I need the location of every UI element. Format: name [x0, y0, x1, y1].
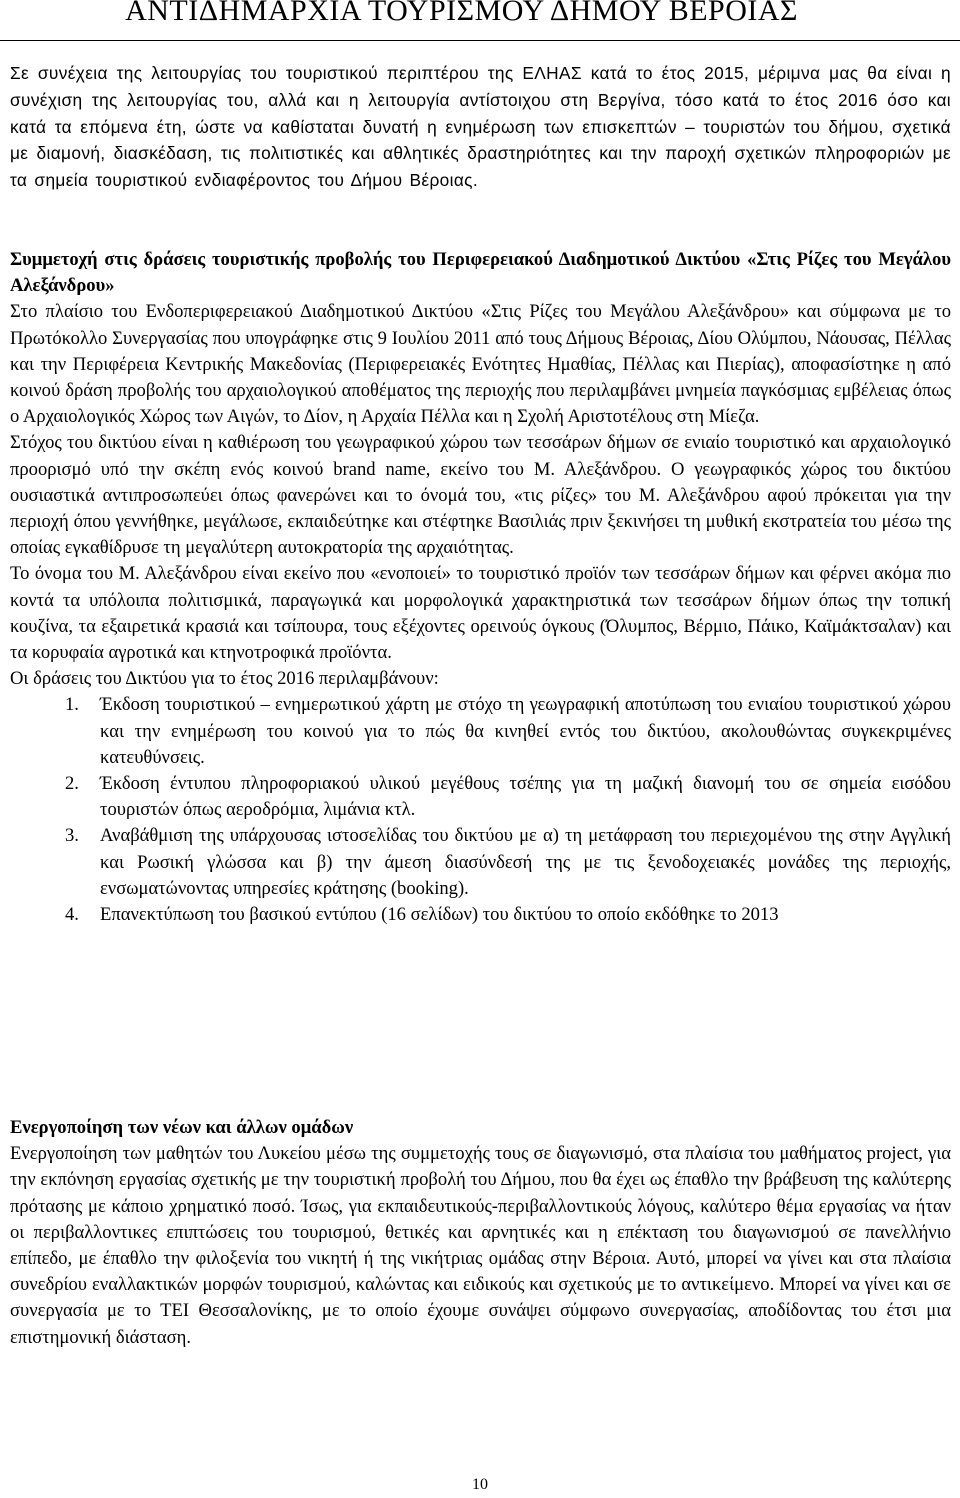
intro-paragraph: Σε συνέχεια της λειτουργίας του τουριστικού περιπτέρου της ΕΛΗΑΣ κατά το έτος 2015, μέριμνα μας θα είναι η συνέχιση της λειτουργίας του, αλλά και η λειτουργία αντίστοιχου στη Βεργίνα, τόσο κατά το έτος 2016 όσο και κατά τα επόμενα έτη, ώστε να καθίσταται δυνατή η ενημέρωση των επισκεπτών – τουριστών του δήμου, σχετικά με διαμονή, διασκέδαση, τις πολιτιστικές και αθλητικές δραστηριότητες και την παροχή σχετικών πληροφοριών με τα σημεία τουριστικού ενδιαφέροντος του Δήμου Βέροιας. — [10, 63, 951, 191]
youth-section — [10, 1115, 951, 1351]
list-item-number: 1. — [65, 694, 79, 716]
network-section — [10, 247, 951, 928]
list-item-number: 2. — [65, 773, 79, 795]
youth-paragraph: Ενεργοποίηση των μαθητών του Λυκείου μέσω της συμμετοχής τους σε διαγωνισμό, στα πλαίσια του μαθήματος project, για την εκπόνηση εργασίας σχετικής με την τουριστική προβολή του Δήμου, που θα έχει ως έπαθλο την βράβευση της καλύτερης πρότασης με κάποιο χρηματικό ποσό. Ίσως, για εκπαιδευτικούς-περιβαλλοντικούς λόγους, καλύτερο θέμα εργασίας να ήταν οι περιβαλλοντικες επιπτώσεις του τουρισμού, θετικές και αρνητικές και η επέκταση του διαγωνισμού σε πανελλήνιο επίπεδο, με έπαθλο την φιλοξενία του νικητή ή της νικήτριας ομάδας στην Βέροια. Αυτό, μπορεί να γίνει και στα πλαίσια συνεδρίου εναλλακτικών μορφών τουρισμού, καλώντας και ειδικούς και σχετικούς με το αντικείμενο. Μπορεί να γίνει και σε συνεργασία με το ΤΕΙ Θεσσαλονίκης, με το οποίο έχουμε συνάψει σύμφωνο συνεργασίας, αποδίδοντας του έτσι μια επιστημονική διάσταση. — [10, 1143, 951, 1348]
list-item — [10, 692, 951, 771]
network-section-heading: Συμμετοχή στις δράσεις τουριστικής προβολής του Περιφερειακού Διαδημοτικού Δικτύου «Στις Ρίζες του Μεγάλου Αλεξάνδρου» — [10, 249, 951, 297]
list-item-number: 3. — [65, 825, 79, 847]
youth-section-heading: Ενεργοποίηση των νέων και άλλων ομάδων — [10, 1117, 354, 1138]
page-number: 10 — [472, 1476, 488, 1493]
page-header-title: ΑΝΤΙΔΗΜΑΡΧΙΑ ΤΟΥΡΙΣΜΟΥ ΔΗΜΟΥ ΒΕΡΟΙΑΣ — [125, 0, 798, 27]
actions-list — [10, 692, 951, 928]
list-item-text: Έκδοση τουριστικού – ενημερωτικού χάρτη με στόχο τη γεωγραφική αποτύπωση του ενιαίου τουριστικού χώρου και την ενημέρωση του κοινού για το πώς θα κινηθεί εντός του δικτύου, ακολουθώντας συγκεκριμένες κατευθύνσεις. — [100, 694, 951, 768]
list-item — [10, 771, 951, 823]
actions-list-intro: Οι δράσεις του Δικτύου για το έτος 2016 περιλαμβάνουν: — [10, 668, 439, 690]
list-item-text: Επανεκτύπωση του βασικού εντύπου (16 σελίδων) του δικτύου το οποίο εκδόθηκε το 2013 — [100, 904, 779, 926]
list-item-number: 4. — [65, 904, 79, 926]
list-item-text: Αναβάθμιση της υπάρχουσας ιστοσελίδας του δικτύου με α) τη μετάφραση του περιεχομένου της στην Αγγλική και Ρωσική γλώσσα και β) την άμεση διασύνδεσή της με τις ξενοδοχειακές μονάδες της περιοχής, ενσωματώνοντας υπηρεσίες κράτησης (booking). — [100, 825, 951, 899]
list-item — [10, 902, 951, 928]
network-paragraph-1: Στο πλαίσιο του Ενδοπεριφερειακού Διαδημοτικού Δικτύου «Στις Ρίζες του Μεγάλου Αλεξάνδρου» και σύμφωνα με το Πρωτόκολλο Συνεργασίας που υπογράφηκε στις 9 Ιουλίου 2011 από τους Δήμους Βέροιας, Δίου Ολύμπου, Νάουσας, Πέλλας και την Περιφέρεια Κεντρικής Μακεδονίας (Περιφερειακές Ενότητες Ημαθίας, Πέλλας και Πιερίας), αποφασίστηκε η από κοινού δράση προβολής του αρχαιολογικού αποθέματος της περιοχής που περιλαμβάνει μνημεία παγκόσμιας εμβέλειας όπως ο Αρχαιολογικός Χώρος των Αιγών, το Δίον, η Αρχαία Πέλλα και η Σχολή Αριστοτέλους στη Μίεζα. — [10, 301, 951, 428]
header-divider — [0, 40, 960, 41]
network-paragraph-2: Στόχος του δικτύου είναι η καθιέρωση του γεωγραφικού χώρου των τεσσάρων δήμων σε ενιαίο τουριστικό και αρχαιολογικό προορισμό υπό την σκέπη ενός κοινού brand name, εκείνο του Μ. Αλεξάνδρου. Ο γεωγραφικός χώρος του δικτύου ουσιαστικά αντιπροσωπεύει όπως φανερώνει και το όνομά του, «τις ρίζες» του Μ. Αλεξάνδρου αφού πρόκειται για την περιοχή όπου γεννήθηκε, μεγάλωσε, εκπαιδεύτηκε και στέφτηκε Βασιλιάς πριν ξεκινήσει τη μυθική εκστρατεία του μέσω της οποίας εγκαθίδρυσε τη μεγαλύτερη αυτοκρατορία της αρχαιότητας. — [10, 432, 951, 559]
network-paragraph-3: Το όνομα του Μ. Αλεξάνδρου είναι εκείνο που «ενοποιεί» το τουριστικό προϊόν των τεσσάρων δήμων και φέρνει ακόμα πιο κοντά τα υπόλοιπα πολιτισμικά, παραγωγικά και μορφολογικά χαρακτηριστικά των τεσσάρων δήμων όπως την τοπική κουζίνα, τα εξαιρετικά κρασιά και τσίπουρα, τους εξέχοντες ορεινούς όγκους (Όλυμπος, Βέρμιο, Πάικο, Καϊμάκτσαλαν) και τα κορυφαία αγροτικά και κτηνοτροφικά προϊόντα. — [10, 563, 951, 664]
list-item-text: Έκδοση έντυπου πληροφοριακού υλικού μεγέθους τσέπης για τη μαζική διανομή του σε σημεία εισόδου τουριστών όπως αεροδρόμια, λιμάνια κτλ. — [100, 773, 951, 821]
list-item — [10, 823, 951, 902]
